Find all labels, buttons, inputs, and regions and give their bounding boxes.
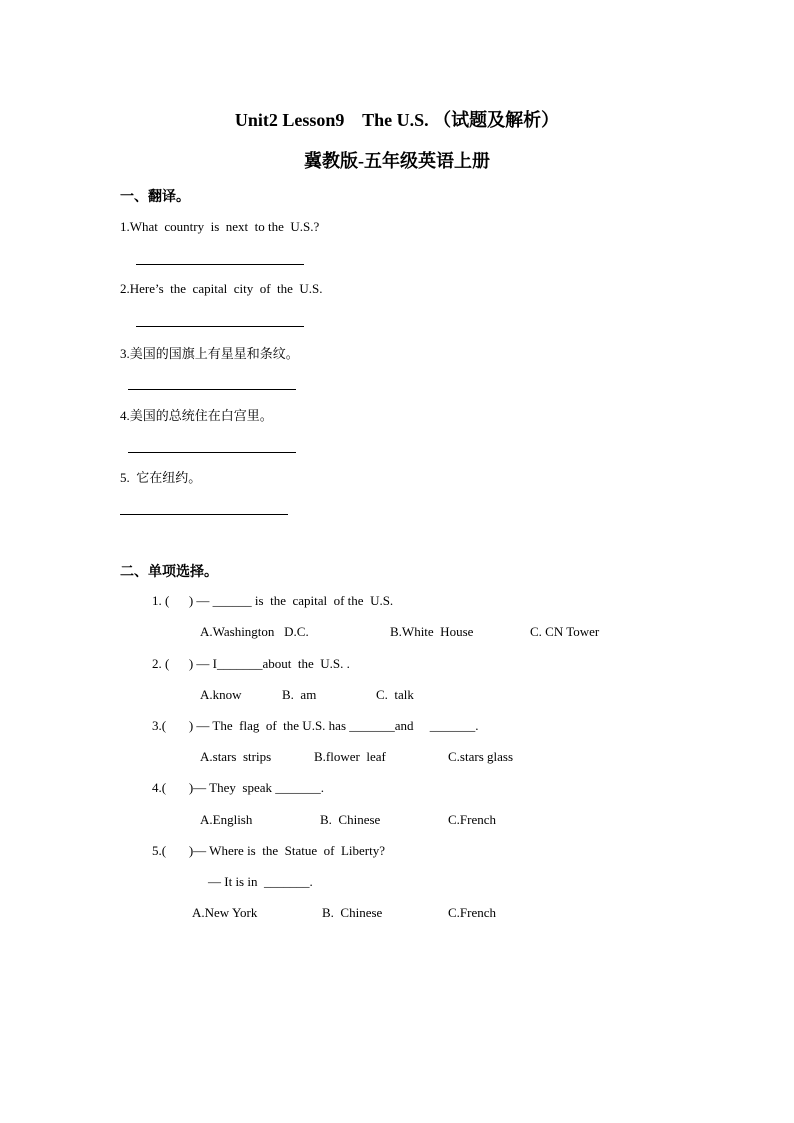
- choice-option-b: B.flower leaf: [314, 749, 386, 764]
- question-item: 5. 它在纽约。: [120, 470, 202, 485]
- choice-option-a: A.Washington D.C.: [200, 624, 309, 639]
- choice-question-stem: 3.( ) — The flag of the U.S. has _______and _______.: [152, 718, 479, 733]
- choice-option-a: A.stars strips: [200, 749, 272, 764]
- choice-option-a: A.know: [200, 687, 242, 702]
- question-item: 1.What country is next to the U.S.?: [120, 219, 320, 234]
- question-item: 2.Here’s the capital city of the U.S.: [120, 281, 323, 296]
- choice-option-b: B. Chinese: [322, 905, 383, 920]
- answer-line: [128, 452, 296, 453]
- choice-option-b: B. am: [282, 687, 317, 702]
- choice-option-c: C.French: [448, 812, 497, 827]
- choice-option-a: A.English: [200, 812, 253, 827]
- question-item: 4.美国的总统住在白宫里。: [120, 408, 273, 423]
- choice-option-c: C.French: [448, 905, 497, 920]
- page-title: Unit2 Lesson9 The U.S. （试题及解析）: [234, 110, 560, 130]
- choice-question-stem: 4.( )— They speak _______.: [152, 780, 324, 795]
- choice-option-c: C. talk: [376, 687, 414, 702]
- choice-question-stem: 1. ( ) — ______ is the capital of the U.S.: [152, 593, 394, 608]
- answer-line: [120, 514, 288, 515]
- choice-question-stem: 5.( )— Where is the Statue of Liberty?: [152, 843, 385, 858]
- choice-option-c: C.stars glass: [448, 749, 513, 764]
- page-subtitle: 冀教版-五年级英语上册: [304, 151, 490, 171]
- choice-option-c: C. CN Tower: [530, 624, 600, 639]
- answer-line: [136, 264, 304, 265]
- answer-line: [128, 389, 296, 390]
- choice-question-reply: — It is in _______.: [208, 874, 313, 889]
- choice-option-b: B. Chinese: [320, 812, 381, 827]
- section-heading-multiple-choice: 二、单项选择。: [120, 565, 218, 580]
- question-item: 3.美国的国旗上有星星和条纹。: [120, 346, 299, 361]
- choice-question-stem: 2. ( ) — I_______about the U.S. .: [152, 656, 350, 671]
- choice-option-a: A.New York: [192, 905, 258, 920]
- section-heading-translation: 一、翻译。: [120, 190, 190, 205]
- answer-line: [136, 326, 304, 327]
- choice-option-b: B.White House: [390, 624, 474, 639]
